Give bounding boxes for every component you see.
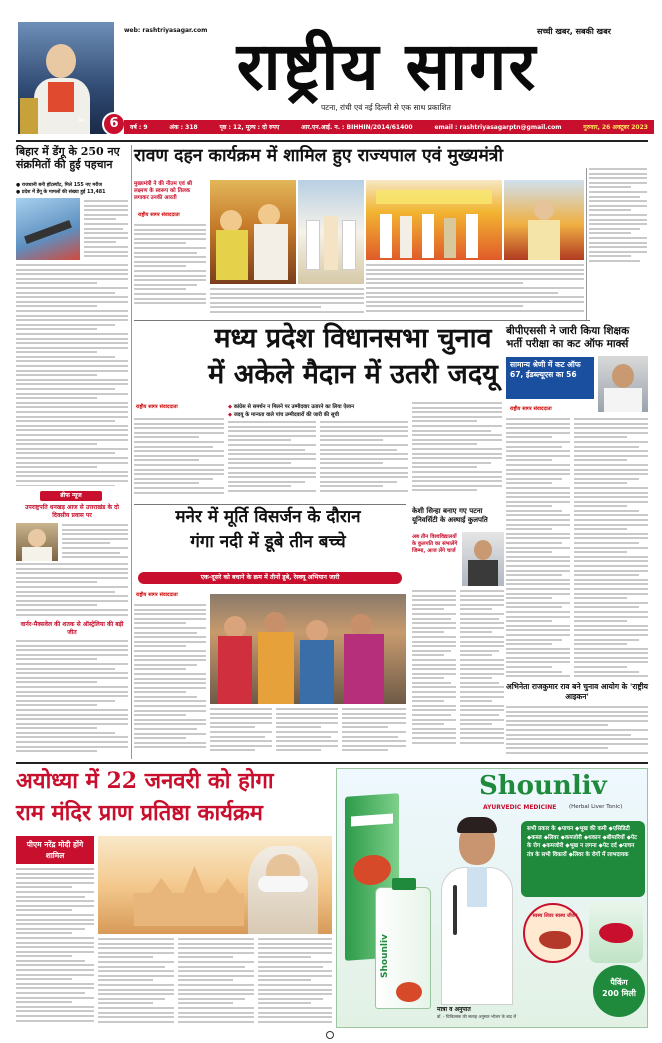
brief-1-body (16, 563, 128, 619)
ayog-body (506, 706, 648, 758)
lead-body-2 (210, 288, 364, 316)
maner-body-3 (276, 708, 338, 758)
ad-price: 200 मिली (602, 989, 636, 998)
mp-bullet-2: ◆ जदयू के मान्यता वाले पांच उम्मीदवारों की जारी की सूची (228, 412, 340, 418)
ayodhya-body-4 (258, 938, 332, 1026)
mp-body-2 (228, 421, 316, 502)
lead-photo-3 (366, 180, 502, 260)
maner-headline-2: गंगा नदी में डूबे तीन बच्चे (190, 532, 346, 552)
lead-subheadline: मुख्यमंत्री ने की नीतम एवं श्री लक्ष्मण के स्वरूप को तिलक लगाकर उनकी आरती (134, 181, 193, 201)
lead-body-1 (134, 224, 206, 306)
ad-bottle (375, 887, 431, 1009)
keshri-photo (462, 532, 504, 586)
mp-top-rule (134, 320, 590, 321)
lead-headline: रावण दहन कार्यक्रम में शामिल हुए राज्यपाल एवं मुख्यमंत्री (134, 146, 503, 166)
ayodhya-body-3 (178, 938, 254, 1026)
lead-rule (586, 168, 587, 320)
maner-top-rule (134, 504, 406, 505)
dengue-text (84, 200, 128, 258)
mp-headline-1: मध्य प्रदेश विधानसभा चुनाव (214, 323, 492, 354)
brief-2-headline: वार्नर-मैक्सवेल की शतक से ऑस्ट्रेलिया की बड़ी जीत (20, 621, 124, 636)
ad-brand: Shounliv (479, 771, 607, 801)
masthead-rule (16, 140, 648, 142)
mp-byline: राष्ट्रीय सागर संवाददाता (136, 404, 178, 410)
dhankhar-photo (16, 523, 58, 561)
info-bar (124, 120, 654, 134)
lead-byline: राष्ट्रीय सागर संवाददाता (138, 212, 180, 218)
page-number-badge (102, 112, 126, 136)
bpsc-body-1 (506, 418, 570, 678)
section-rule (16, 762, 648, 764)
dengue-bullet-2: ● प्रदेश में डेंगू के मामलों की संख्या हुई 13,481 (16, 190, 106, 195)
keshri-headline: केशी सिन्हा बनाए गए पटना यूनिवर्सिटी के अस्थाई कुलपति (412, 506, 488, 524)
ad-benefits-box: सभी प्रकार के ◆पाचन ◆भूख की कमी ◆एसिडिटी ◆कब्ज ◆लिवर ◆कमजोरी ◆थकान ◆बीमारियों ◆पेट के रोग ◆कमजोरी ◆भूख न लगना ◆पेट दर्द ◆पाचन तंत्र के सभी विकारों ◆लिवर के रोगों में लाभदायक (521, 821, 645, 897)
mp-headline-2: में अकेले मैदान में उतरी जदयू (208, 359, 498, 390)
lead-body-3 (366, 264, 584, 316)
date: गुरुवार, 26 अक्टूबर 2023 (583, 124, 648, 131)
maner-body-1 (134, 604, 206, 758)
issue: अंक : 318 (169, 124, 198, 131)
registration: आर.एन.आई. न. : BIHHIN/2014/61400 (301, 124, 413, 131)
left-column-rule (131, 145, 132, 759)
maner-body-4 (342, 708, 406, 758)
ayodhya-pm-tag: पीएम नरेंद्र मोदी होंगे शामिल (16, 836, 94, 864)
ayodhya-headline-2: राम मंदिर प्राण प्रतिष्ठा कार्यक्रम (16, 800, 263, 826)
ram-temple-photo (98, 836, 332, 934)
bpsc-headline: बीपीएससी ने जारी किया शिक्षक भर्ती परीक्षा का कट ऑफ मार्क्स (506, 325, 630, 350)
mp-body-4 (412, 402, 502, 502)
dengue-headline: बिहार में डेंगू के 250 नए संक्रमितों की हुई पहचान (16, 145, 120, 171)
masthead-subtitle: पटना, रांची एवं नई दिल्ली से एक साथ प्रकाशित (321, 103, 451, 112)
maner-photo (210, 594, 406, 704)
ad-footer-sub: डॉ. - चिकित्सक की सलाह अनुसार भोजन के बाद लें (437, 1014, 517, 1019)
lead-photo-1 (210, 180, 296, 284)
bpsc-officer-photo (598, 356, 648, 412)
dengue-bullets (16, 182, 128, 196)
email: email : rashtriyasagarptn@gmail.com (434, 123, 562, 131)
ad-price-label: पैकिंग (610, 978, 628, 987)
ayodhya-body-2 (98, 938, 174, 1026)
bpsc-body-2 (574, 418, 648, 678)
dengue-bullet-1: ● राजधानी बनी हॉटस्पॉट, मिले 155 नए मरीज (16, 183, 102, 188)
mp-body-3 (320, 421, 408, 502)
volume: वर्ष : 9 (130, 124, 148, 131)
website: web: rashtriyasagar.com (124, 27, 208, 34)
shounliv-ad (336, 768, 648, 1028)
brief-1-headline: उपराष्ट्रपति धनखड़ आज से उत्तराखंड के दो दिवसीय प्रवास पर (25, 504, 119, 519)
ad-subtagline: (Herbal Liver Tonic) (569, 804, 623, 810)
brief-news-label: ब्रीफ न्यूज (40, 491, 102, 501)
tagline: सच्ची खबर, सबकी खबर (537, 27, 611, 36)
ad-footer: मात्रा व अनुपात (437, 1006, 471, 1013)
newspaper-title: राष्ट्रीय सागर (236, 27, 538, 105)
bpsc-cutoff-box: सामान्य श्रेणी में कट ऑफ 67, ईडब्ल्यूएस का 56 (506, 357, 594, 399)
ayodhya-body-1 (16, 868, 94, 1026)
keshri-body-2 (460, 590, 504, 758)
dengue-body (16, 264, 128, 486)
maner-strap: एक-दूसरे को बचाने के क्रम में तीनों डूबे, रेस्क्यू अभियान जारी (138, 572, 402, 584)
brief-2-body (16, 640, 128, 756)
ad-price-badge (593, 965, 645, 1017)
ad-bottle-label: Shounliv (380, 934, 390, 978)
bpsc-byline: राष्ट्रीय सागर संवाददाता (510, 406, 552, 412)
keshri-body-1 (412, 590, 456, 758)
photo-caption: प्रेस (78, 118, 85, 124)
masthead-photo (18, 22, 114, 134)
ad-liver-badge (523, 903, 583, 963)
maner-byline: राष्ट्रीय सागर संवाददाता (136, 592, 178, 598)
registration-mark-icon (326, 1031, 334, 1039)
ayog-headline: अभिनेता राजकुमार राव बने चुनाव आयोग के 'राष्ट्रीय आइकन' (506, 682, 649, 701)
lead-photo-4 (504, 180, 584, 260)
mp-body-1 (134, 418, 224, 502)
pages-price: पृष्ठ : 12, मूल्य : दो रुपए (219, 124, 280, 131)
right-column-body-top (589, 168, 647, 264)
lead-photo-2 (298, 180, 364, 284)
dengue-photo (16, 198, 80, 260)
brief-1-text (62, 524, 128, 560)
maner-body-2 (210, 708, 272, 758)
ad-hands-icon (589, 901, 643, 963)
maner-headline-1: मनेर में मूर्ति विसर्जन के दौरान (175, 507, 361, 527)
ayodhya-headline-1: अयोध्या में 22 जनवरी को होगा (16, 768, 274, 794)
mp-bullet-1: ◆ कांग्रेस से समर्थन न मिलने पर उम्मीदवार उतारने का लिया ऐलान (228, 404, 354, 410)
page-number: 6 (109, 116, 119, 131)
keshri-subheadline: अब तीन विश्वविद्यालयों के कुलपति का संभालेंगे जिम्मा, आज लेंगे चार्ज (412, 534, 458, 554)
ad-doctor (437, 815, 517, 1005)
ad-tagline: AYURVEDIC MEDICINE (483, 804, 557, 811)
ad-liver-text: स्वस्थ लिवर स्वस्थ जीवन (532, 913, 578, 919)
